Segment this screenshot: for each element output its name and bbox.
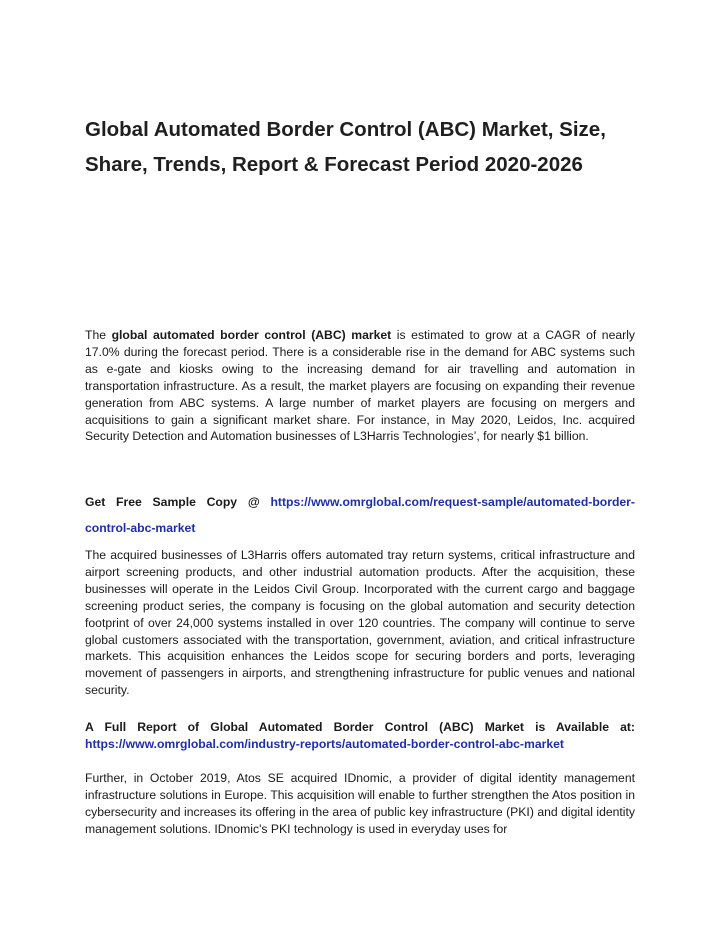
full-report-label: A Full Report of Global Automated Border Control (ABC) Market is Available at: xyxy=(85,720,635,734)
sample-copy-label: Get Free Sample Copy @ xyxy=(85,495,271,509)
full-report-line xyxy=(85,719,635,753)
sample-copy-link[interactable]: https://www.omrglobal.com/request-sample/automated-border-control-abc-market xyxy=(85,495,635,535)
intro-market-name: global automated border control (ABC) market xyxy=(111,328,392,342)
full-report-link[interactable]: https://www.omrglobal.com/industry-reports/automated-border-control-abc-market xyxy=(85,736,564,751)
atos-paragraph: Further, in October 2019, Atos SE acquired IDnomic, a provider of digital identity management infrastructure solutions in Europe. This acquisition will enable to further strengthen the Atos position in cybersecurity and increases its offering in the area of public key infrastructure (PKI) and digital identity management solutions. IDnomic's PKI technology is used in everyday uses for xyxy=(85,771,635,836)
sample-copy-line xyxy=(85,489,635,541)
intro-paragraph xyxy=(85,327,635,445)
document-title: Global Automated Border Control (ABC) Market, Size, Share, Trends, Report & Forecast Period 2020-2026 xyxy=(85,118,606,176)
intro-prefix: The xyxy=(85,328,112,342)
intro-body: is estimated to grow at a CAGR of nearly 17.0% during the forecast period. There is a considerable rise in the demand for ABC systems such as e-gate and kiosks owing to the increasing demand for air travelling and automation in transportation infrastructure. As a result, the market players are focusing on expanding their revenue generation from ABC systems. A large number of market players are focusing on mergers and acquisitions to gain a significant market share. For instance, in May 2020, Leidos, Inc. acquired Security Detection and Automation businesses of L3Harris Technologies’, for nearly $1 billion. xyxy=(85,328,635,444)
acquisition-paragraph: The acquired businesses of L3Harris offers automated tray return systems, critical infrastructure and airport screening products, and other industrial automation products. After the acquisition, these businesses will operate in the Leidos Civil Group. Incorporated with the current cargo and baggage screening product series, the company is focusing on the global automation and security detection footprint of over 24,000 systems installed in over 120 countries. The company will continue to serve global customers associated with the transportation, government, aviation, and critical infrastructure markets. This acquisition enhances the Leidos scope for securing borders and ports, leveraging movement of passengers in airports, and strengthening infrastructure for public venues and national security. xyxy=(85,548,635,698)
